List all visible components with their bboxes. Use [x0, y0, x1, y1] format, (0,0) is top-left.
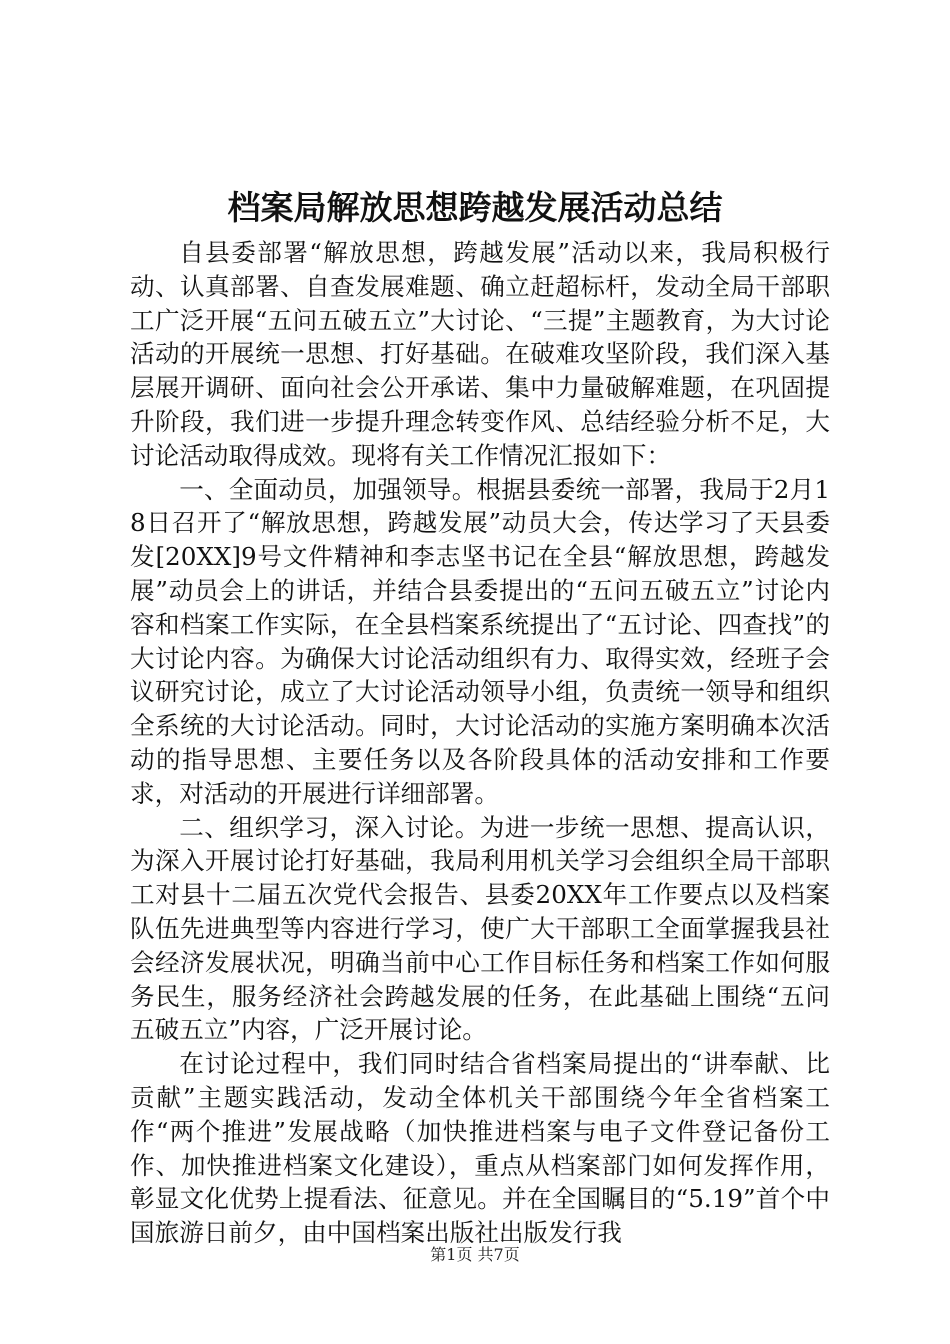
paragraph-discussion: 在讨论过程中，我们同时结合省档案局提出的“讲奉献、比贡献”主题实践活动，发动全体机关干部围绕今年全省档案工作“两个推进”发展战略（加快推进档案与电子文件登记备份工作、加快推进档案文化建设），重点从档案部门如何发挥作用，彰显文化优势上提看法、征意见。并在全国瞩目的“5.19”首个中国旅游日前夕，由中国档案出版社出版发行我 — [130, 1049, 830, 1248]
paragraph-section-1: 一、全面动员，加强领导。根据县委统一部署，我局于2月18日召开了“解放思想，跨越发展”动员大会，传达学习了天县委发[20XX]9号文件精神和李志坚书记在全县“解放思想，跨越发展”动员会上的讲话，并结合县委提出的“五问五破五立”讨论内容和档案工作实际，在全县档案系统提出了“五讨论、四查找”的大讨论内容。为确保大讨论活动组织有力、取得实效，经班子会议研究讨论，成立了大讨论活动领导小组，负责统一领导和组织全系统的大讨论活动。同时，大讨论活动的实施方案明确本次活动的指导思想、主要任务以及各阶段具体的活动安排和工作要求，对活动的开展进行详细部署。 — [130, 474, 830, 808]
page-number-footer: 第1页 共7页 — [430, 1245, 520, 1264]
document-body — [130, 236, 830, 1250]
paragraph-intro: 自县委部署“解放思想，跨越发展”活动以来，我局积极行动、认真部署、自查发展难题、确立赶超标杆，发动全局干部职工广泛开展“五问五破五立”大讨论、“三提”主题教育，为大讨论活动的开展统一思想、打好基础。在破难攻坚阶段，我们深入基层展开调研、面向社会公开承诺、集中力量破解难题，在巩固提升阶段，我们进一步提升理念转变作风、总结经验分析不足，大讨论活动取得成效。现将有关工作情况汇报如下： — [130, 238, 830, 470]
document-title: 档案局解放思想跨越发展活动总结 — [227, 188, 723, 227]
paragraph-section-2: 二、组织学习，深入讨论。为进一步统一思想、提高认识，为深入开展讨论打好基础，我局利用机关学习会组织全局干部职工对县十二届五次党代会报告、县委20XX年工作要点以及档案队伍先进典型等内容进行学习，使广大干部职工全面掌握我县社会经济发展状况，明确当前中心工作目标任务和档案工作如何服务民生，服务经济社会跨越发展的任务，在此基础上围绕“五问五破五立”内容，广泛开展讨论。 — [130, 812, 830, 1045]
